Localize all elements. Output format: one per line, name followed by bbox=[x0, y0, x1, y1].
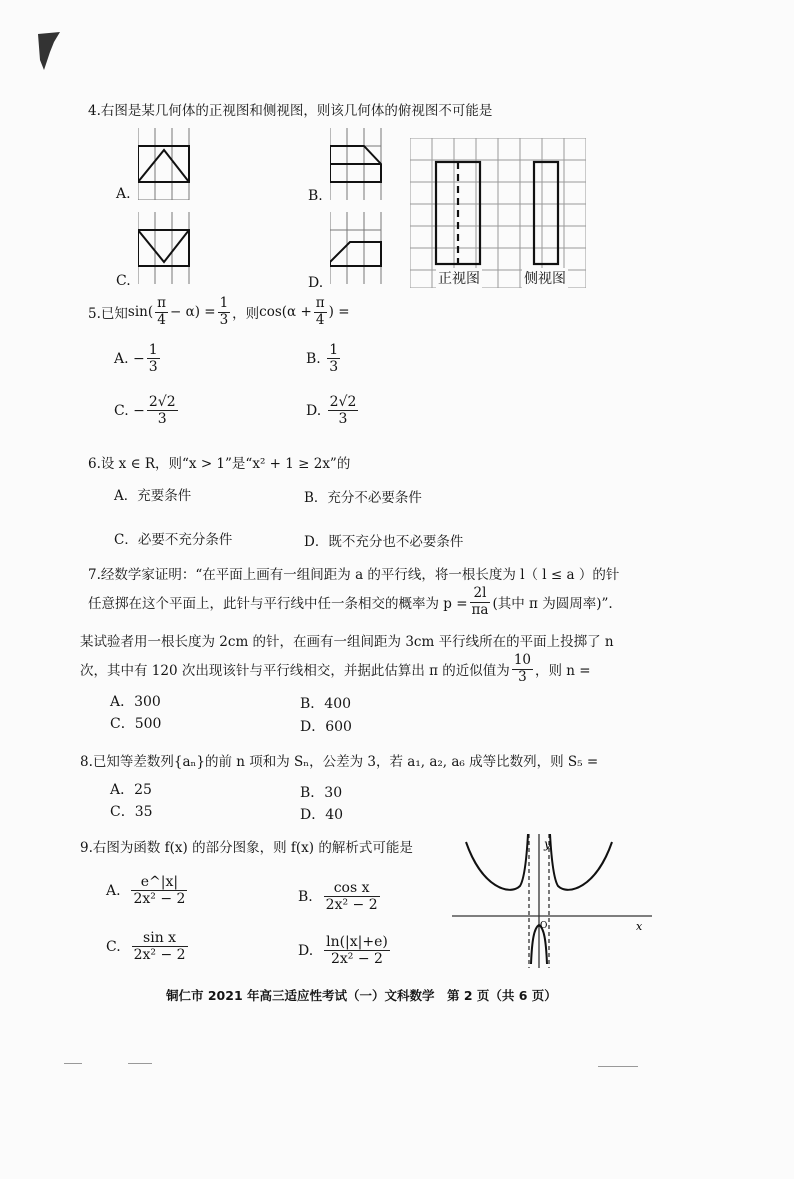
q5-sin: sin( bbox=[127, 304, 154, 321]
q7-line4-post: ，则 n = bbox=[535, 663, 591, 680]
q8-option-b: B．30 bbox=[300, 785, 343, 801]
page-footer: 铜仁市 2021 年高三适应性考试（一）文科数学 第 2 页（共 6 页） bbox=[166, 988, 557, 1003]
q5-b-den: 3 bbox=[329, 359, 339, 376]
q5-c-den: 3 bbox=[157, 411, 167, 428]
q4-front-side-views bbox=[410, 138, 586, 288]
q7-line-1: 7.经数学家证明：“在平面上画有一组间距为 a 的平行线，将一根长度为 l（ l ≤ a ）的针 bbox=[88, 567, 620, 583]
q5-a-label: A. bbox=[114, 350, 129, 367]
q9-b-den: 2x² − 2 bbox=[325, 897, 378, 914]
q5-mid: ，则 bbox=[232, 306, 260, 323]
q5-minus-alpha: − α) = bbox=[169, 304, 216, 321]
q4-figure-c bbox=[138, 212, 190, 284]
q5-a-den: 3 bbox=[148, 359, 158, 376]
axis-x-label: x bbox=[636, 920, 643, 933]
q5-d-den: 3 bbox=[338, 411, 348, 428]
q9-c-den: 2x² − 2 bbox=[133, 947, 186, 964]
q5-one: 1 bbox=[219, 295, 229, 311]
q9-b-label: B. bbox=[298, 888, 313, 905]
scan-noise bbox=[64, 1063, 82, 1064]
q5-option-b bbox=[306, 342, 342, 375]
q5-d-num: 2√2 bbox=[329, 394, 357, 410]
q5-b-label: B. bbox=[306, 350, 321, 367]
q9-d-label: D. bbox=[298, 942, 314, 959]
q9-option-d bbox=[298, 934, 392, 967]
q5-four: 4 bbox=[157, 311, 166, 328]
right-branch bbox=[550, 834, 612, 890]
q9-option-b bbox=[298, 880, 382, 913]
q5-pi: π bbox=[157, 295, 166, 311]
q6-stem: 6.设 x ∈ R，则“x > 1”是“x² + 1 ≥ 2x”的 bbox=[88, 456, 351, 472]
q7-frac-den: πa bbox=[471, 601, 489, 618]
q7-frac-num: 2l bbox=[470, 586, 491, 603]
q9-function-graph bbox=[452, 830, 658, 970]
scan-corner-mark bbox=[36, 30, 66, 74]
scan-noise bbox=[128, 1063, 152, 1064]
q9-a-num: e^|x| bbox=[131, 874, 187, 891]
q5-three: 3 bbox=[219, 311, 229, 328]
q6-option-d: D．既不充分也不必要条件 bbox=[304, 534, 464, 550]
axis-y-label: y bbox=[544, 837, 551, 851]
q9-b-num: cos x bbox=[324, 880, 380, 897]
q4-figure-b bbox=[330, 128, 382, 200]
q5-stem bbox=[88, 296, 350, 328]
q7-line-3: 某试验者用一根长度为 2cm 的针，在画有一组间距为 3cm 平行线所在的平面上投掷了 n bbox=[80, 634, 614, 650]
q9-option-a bbox=[106, 874, 189, 907]
q5-d-label: D. bbox=[306, 402, 322, 419]
q8-stem: 8.已知等差数列{aₙ}的前 n 项和为 Sₙ，公差为 3，若 a₁, a₂, a₆ 成等比数列，则 S₅ = bbox=[80, 754, 599, 770]
origin-label: O bbox=[540, 921, 548, 931]
q8-option-d: D．40 bbox=[300, 807, 344, 823]
q9-c-num: sin x bbox=[132, 930, 188, 947]
q9-option-c bbox=[106, 930, 190, 963]
q5-a-num: 1 bbox=[148, 342, 158, 358]
q4-option-a-label: A. bbox=[116, 186, 131, 202]
q5-end: ) = bbox=[328, 304, 350, 321]
q7-frac2-num: 10 bbox=[513, 652, 531, 668]
q7-line2-pre: 任意掷在这个平面上，此针与平行线中任一条相交的概率为 p = bbox=[88, 596, 468, 613]
q6-option-b: B．充分不必要条件 bbox=[304, 490, 422, 506]
q7-option-d: D．600 bbox=[300, 719, 352, 735]
q7-option-c: C．500 bbox=[110, 716, 162, 732]
q9-a-den: 2x² − 2 bbox=[133, 891, 186, 908]
q5-cos: cos(α + bbox=[259, 304, 312, 321]
q4-option-c-label: C. bbox=[116, 273, 131, 289]
q5-c-label: C. bbox=[114, 402, 129, 419]
q7-option-b: B．400 bbox=[300, 696, 352, 712]
q9-d-den: 2x² − 2 bbox=[331, 951, 383, 968]
q5-four-2: 4 bbox=[315, 311, 325, 328]
q7-option-a: A．300 bbox=[110, 694, 161, 710]
q8-option-a: A．25 bbox=[110, 782, 152, 798]
q9-d-num: ln(|x|+e) bbox=[326, 934, 388, 950]
q5-c-sign: − bbox=[133, 402, 145, 419]
q7-line2-post: (其中 π 为圆周率)”. bbox=[492, 596, 613, 613]
q5-option-a bbox=[114, 342, 162, 375]
q8-option-c: C．35 bbox=[110, 804, 153, 820]
q5-option-c bbox=[114, 394, 180, 427]
q5-b-num: 1 bbox=[329, 342, 339, 358]
q4-figure-a bbox=[138, 128, 190, 200]
front-view-caption: 正视图 bbox=[436, 268, 482, 288]
q9-c-label: C. bbox=[106, 938, 121, 955]
scan-noise bbox=[598, 1066, 638, 1067]
left-branch bbox=[466, 834, 528, 890]
q4-option-b-label: B. bbox=[308, 188, 323, 204]
q9-stem: 9.右图为函数 f(x) 的部分图象，则 f(x) 的解析式可能是 bbox=[80, 840, 413, 856]
q4-option-d-label: D. bbox=[308, 275, 324, 291]
q7-line-2 bbox=[88, 586, 613, 618]
q7-frac2-den: 3 bbox=[518, 668, 527, 685]
q6-option-c: C．必要不充分条件 bbox=[114, 532, 233, 548]
side-view-caption: 侧视图 bbox=[522, 268, 568, 288]
q5-a-sign: − bbox=[133, 350, 145, 367]
q4-stem: 4.右图是某几何体的正视图和侧视图，则该几何体的俯视图不可能是 bbox=[88, 103, 493, 119]
q7-line4-pre: 次，其中有 120 次出现该针与平行线相交，并据此估算出 π 的近似值为 bbox=[80, 663, 510, 680]
q9-a-label: A. bbox=[106, 882, 121, 899]
q7-line-4 bbox=[80, 653, 591, 685]
q5-pre: 5.已知 bbox=[88, 306, 128, 323]
q6-option-a: A．充要条件 bbox=[114, 488, 192, 504]
q5-c-num: 2√2 bbox=[148, 394, 176, 410]
q4-figure-d bbox=[330, 212, 382, 284]
q5-option-d bbox=[306, 394, 360, 427]
q5-pi-2: π bbox=[315, 295, 325, 311]
